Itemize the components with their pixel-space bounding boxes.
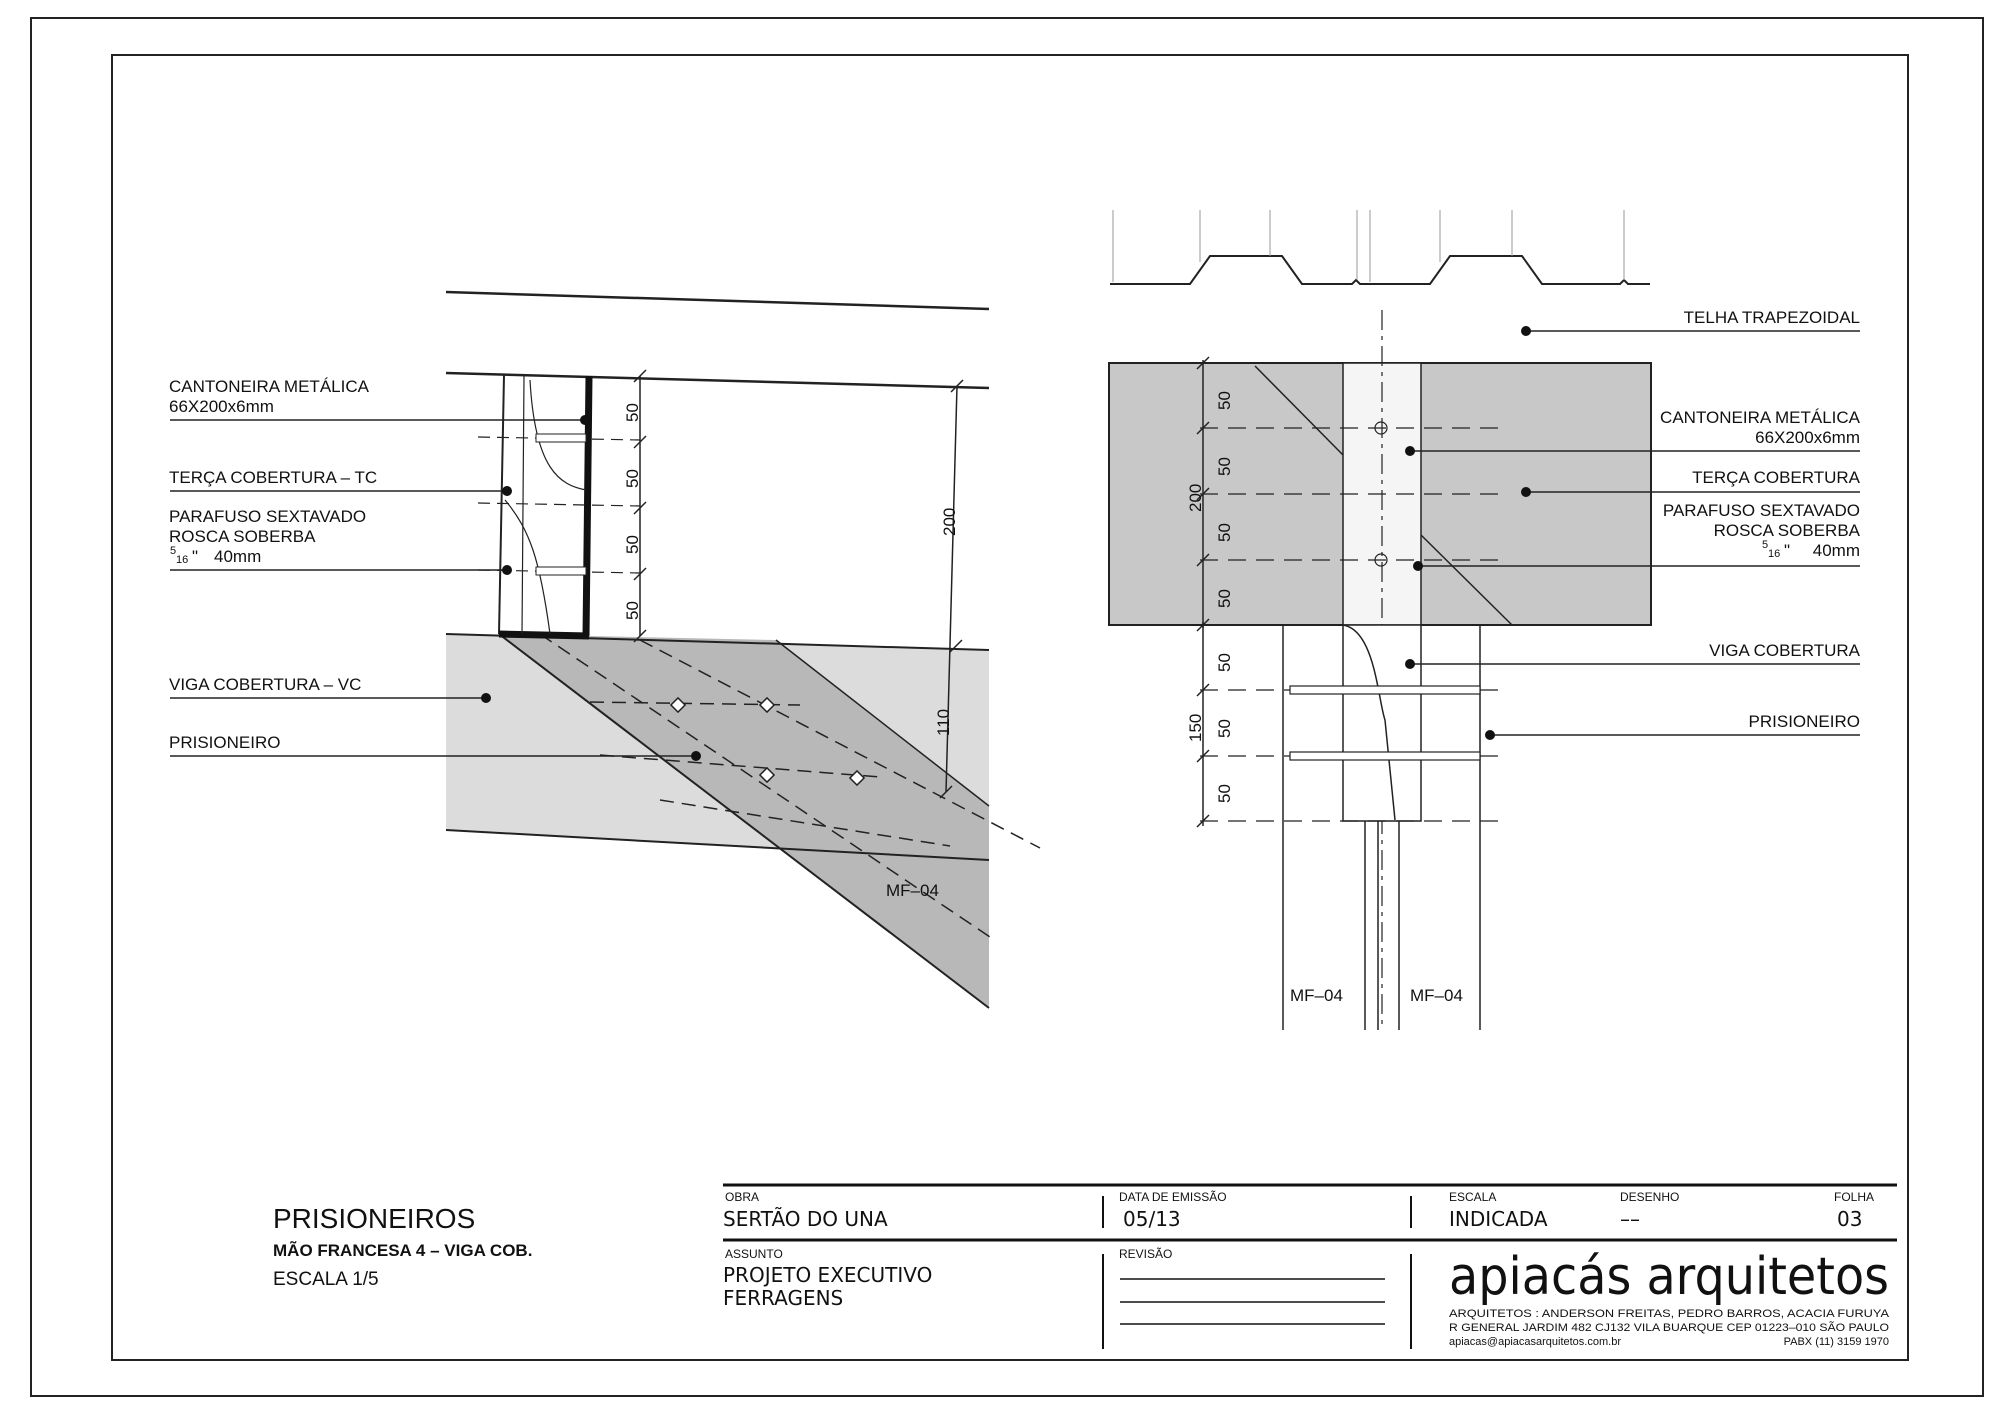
right-label-parafuso-3: 40mm <box>1812 541 1860 560</box>
tb-obra-label: OBRA <box>725 1190 760 1204</box>
left-dim-50-d: 50 <box>623 601 642 620</box>
left-dim-50-c: 50 <box>623 535 642 554</box>
left-label-mf04: MF–04 <box>886 881 939 900</box>
left-fraction-den: 16 <box>176 554 189 566</box>
right-dim-50-f: 50 <box>1215 719 1234 738</box>
left-detail-view <box>170 292 1040 1008</box>
drawing-title: PRISIONEIROS <box>273 1203 476 1234</box>
right-label-mf04-right: MF–04 <box>1410 986 1463 1005</box>
right-dim-50-d: 50 <box>1215 589 1234 608</box>
tb-data-label: DATA DE EMISSÃO <box>1119 1190 1227 1204</box>
left-dim-200: 200 <box>940 507 959 536</box>
right-label-mf04-left: MF–04 <box>1290 986 1343 1005</box>
left-label-parafuso-2: ROSCA SOBERBA <box>169 527 316 546</box>
right-detail-view <box>1109 210 1860 1030</box>
left-label-cantoneira-1: CANTONEIRA METÁLICA <box>169 377 369 396</box>
tb-email: apiacas@apiacasarquitetos.com.br <box>1449 1336 1621 1348</box>
tb-address-2: R GENERAL JARDIM 482 CJ132 VILA BUARQUE CEP 01223–010 SÃO PAULO <box>1449 1322 1846 1334</box>
left-dim-110: 110 <box>934 708 953 736</box>
right-label-cantoneira-2: 66X200x6mm <box>1755 428 1860 447</box>
right-label-terca: TERÇA COBERTURA <box>1692 468 1860 487</box>
left-dim-50-a: 50 <box>623 403 642 422</box>
tb-obra: SERTÃO DO UNA <box>723 1207 888 1231</box>
tb-address-1: ARQUITETOS : ANDERSON FREITAS, PEDRO BARROS, ACACIA FURUYA <box>1449 1308 1890 1320</box>
tb-desenho: –– <box>1620 1207 1640 1231</box>
drawing-scale: ESCALA 1/5 <box>273 1269 379 1290</box>
right-dim-50-a: 50 <box>1215 391 1234 410</box>
right-label-cantoneira-1: CANTONEIRA METÁLICA <box>1660 408 1860 427</box>
right-dim-200: 200 <box>1186 483 1205 512</box>
tb-phone: PABX (11) 3159 1970 <box>1783 1336 1889 1348</box>
left-label-terca: TERÇA COBERTURA – TC <box>169 468 378 487</box>
telha-trapezoidal <box>1110 256 1650 284</box>
drawing-subtitle: MÃO FRANCESA 4 – VIGA COB. <box>273 1241 533 1260</box>
right-label-telha: TELHA TRAPEZOIDAL <box>1683 308 1860 327</box>
right-label-viga: VIGA COBERTURA <box>1709 641 1860 660</box>
left-label-parafuso-3: 40mm <box>214 547 262 566</box>
left-label-prisioneiro: PRISIONEIRO <box>169 733 281 752</box>
left-label-parafuso-1: PARAFUSO SEXTAVADO <box>169 507 367 526</box>
tb-escala: INDICADA <box>1449 1207 1548 1231</box>
tb-assunto-2: FERRAGENS <box>723 1286 844 1310</box>
tb-assunto-label: ASSUNTO <box>725 1247 783 1261</box>
cantoneira-left <box>586 376 589 636</box>
left-label-cantoneira-2: 66X200x6mm <box>169 397 274 416</box>
right-dim-50-c: 50 <box>1215 523 1234 542</box>
right-dim-150: 150 <box>1186 713 1205 742</box>
right-dim-50-b: 50 <box>1215 457 1234 476</box>
tb-desenho-label: DESENHO <box>1620 1190 1680 1204</box>
left-dim-50-b: 50 <box>623 469 642 488</box>
tb-folha: 03 <box>1837 1207 1863 1231</box>
left-fraction-inch: " <box>192 547 199 566</box>
right-fraction-num: 5 <box>1762 539 1769 551</box>
outer-border <box>31 18 1983 1396</box>
tb-data: 05/13 <box>1123 1207 1181 1231</box>
tb-revisao-label: REVISÃO <box>1119 1247 1173 1261</box>
right-dim-50-g: 50 <box>1215 784 1234 803</box>
tb-brand-logo: apiacás arquitetos <box>1449 1247 1889 1307</box>
left-label-viga: VIGA COBERTURA – VC <box>169 675 362 694</box>
tb-escala-label: ESCALA <box>1449 1190 1497 1204</box>
right-label-parafuso-2: ROSCA SOBERBA <box>1713 521 1860 540</box>
inner-border <box>112 55 1908 1360</box>
left-fraction-num: 5 <box>170 545 177 557</box>
right-label-parafuso-1: PARAFUSO SEXTAVADO <box>1662 501 1860 520</box>
right-fraction-den: 16 <box>1768 548 1781 560</box>
right-fraction-inch: " <box>1784 541 1791 560</box>
tb-folha-label: FOLHA <box>1834 1190 1875 1204</box>
right-dim-50-e: 50 <box>1215 653 1234 672</box>
tb-assunto-1: PROJETO EXECUTIVO <box>723 1263 933 1287</box>
right-label-prisioneiro: PRISIONEIRO <box>1748 712 1860 731</box>
